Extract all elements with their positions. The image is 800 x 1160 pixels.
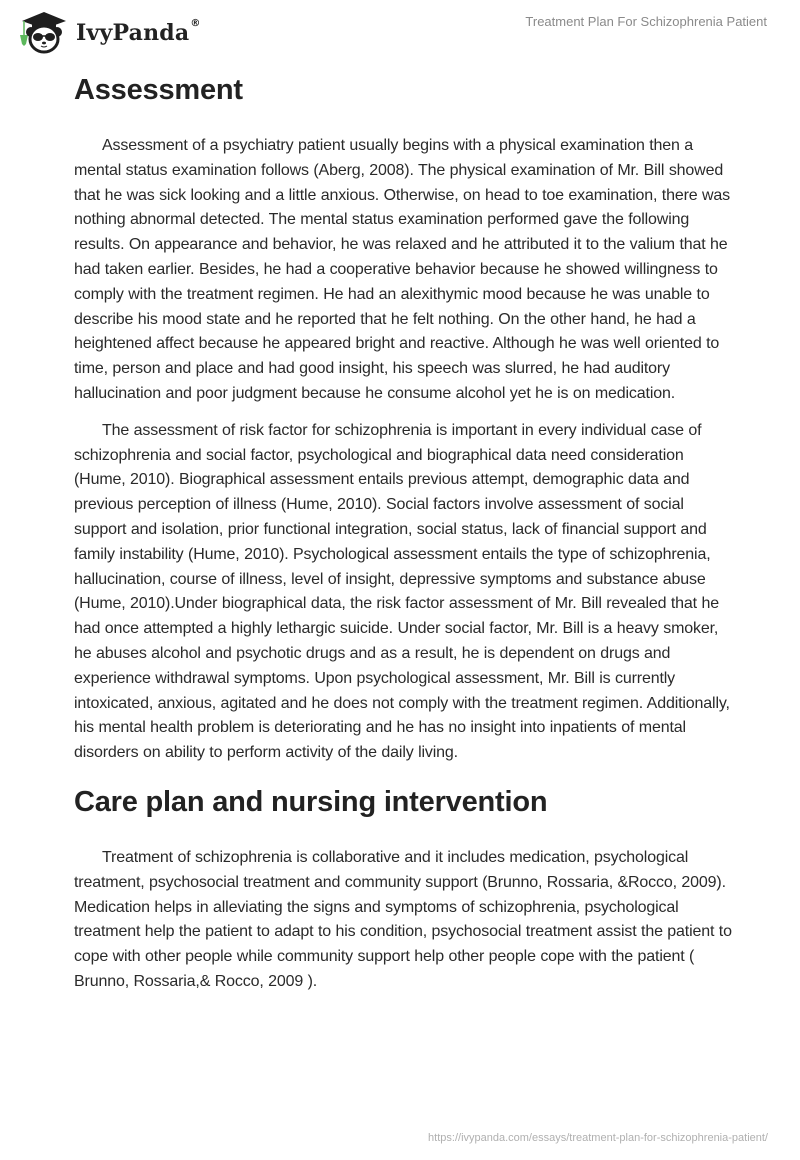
essay-content [74, 70, 734, 995]
document-title: Treatment Plan For Schizophrenia Patient [525, 14, 767, 29]
source-url[interactable]: https://ivypanda.com/essays/treatment-plan-for-schizophrenia-patient/ [428, 1132, 768, 1144]
section-heading-care-plan: Care plan and nursing intervention [74, 785, 548, 818]
ivypanda-logo[interactable] [16, 8, 201, 54]
paragraph-assessment-1: Assessment of a psychiatry patient usually begins with a physical examination then a mental status examination follows (Aberg, 2008). The physical examination of Mr. Bill showed that he was sick looking and a little anxious. Otherwise, on head to toe examination, there was nothing abnormal detected. The mental status examination performed gave the following results. On appearance and behavior, he was relaxed and he attributed it to the valium that he had taken earlier. Besides, he had a cooperative behavior because he showed willingness to comply with the treatment regimen. He had an alexithymic mood because he was unable to describe his mood state and he reported that he felt nothing. On the other hand, he had a heightened affect because he appeared bright and reactive. Although he was well oriented to time, person and place and had good insight, his speech was slurred, he had auditory hallucination and poor judgment because he consume alcohol yet he is on medication. [74, 137, 730, 402]
brand-name [76, 20, 201, 46]
panda-graduate-icon [16, 8, 72, 54]
brand-name-text: IvyPanda [76, 20, 190, 46]
page-header [0, 0, 800, 60]
paragraph-care-plan-1: Treatment of schizophrenia is collaborative and it includes medication, psychological treatment, psychosocial treatment and community support (Brunno, Rossaria, &Rocco, 2009). Medication helps in alleviating the signs and symptoms of schizophrenia, psychological treatment help the patient to adapt to his condition, psychosocial treatment assist the patient to cope with other people while community support help other people cope with the patient ( Brunno, Rossaria,& Rocco, 2009 ). [74, 848, 732, 990]
paragraph-assessment-2: The assessment of risk factor for schizophrenia is important in every individual case of schizophrenia and social factor, psychological and biographical data need consideration (Hume, 2010). Biographical assessment entails previous attempt, demographic data and previous perception of illness (Hume, 2010). Social factors involve assessment of social support and isolation, prior functional integration, social status, lack of financial support and family instability (Hume, 2010). Psychological assessment entails the type of schizophrenia, hallucination, course of illness, level of insight, depressive symptoms and substance abuse (Hume, 2010).Under biographical data, the risk factor assessment of Mr. Bill revealed that he had once attempted a highly lethargic suicide. Under social factor, Mr. Bill is a heavy smoker, he abuses alcohol and psychotic drugs and as a result, he is dependent on drugs and experience withdrawal symptoms. Upon psychological assessment, Mr. Bill is currently intoxicated, anxious, agitated and he does not comply with the treatment regimen. Additionally, his mental health problem is deteriorating and he has no insight into inpatients of mental disorders on ability to perform activity of the daily living. [74, 421, 730, 762]
registered-mark: ® [190, 18, 201, 29]
section-heading-assessment: Assessment [74, 74, 243, 106]
